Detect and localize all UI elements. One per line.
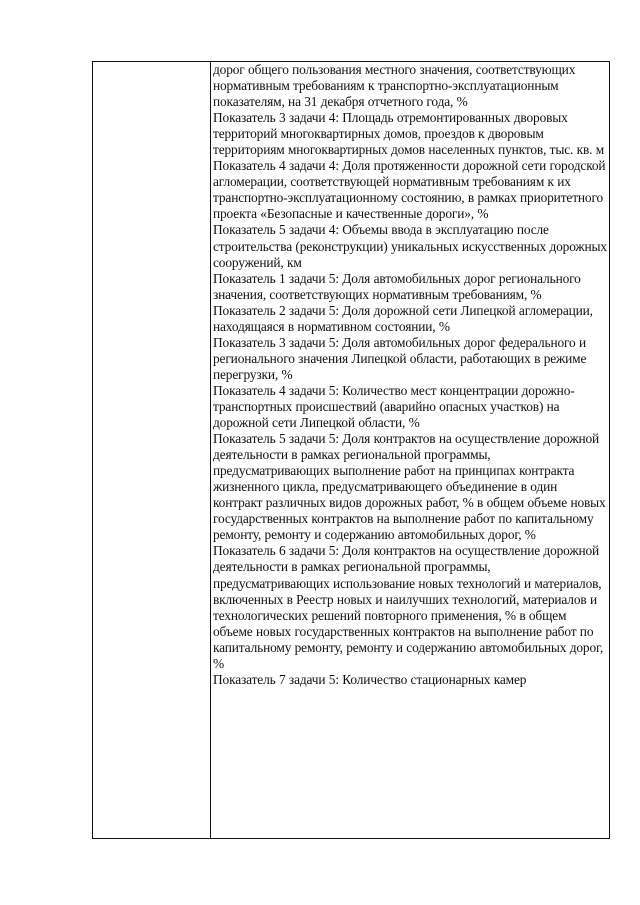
indicators-cell	[211, 62, 609, 838]
indicator-paragraph: Показатель 2 задачи 5: Доля дорожной сети Липецкой агломерации, находящаяся в нормативном состоянии, %	[213, 302, 593, 334]
indicator-paragraph: Показатель 5 задачи 5: Доля контрактов на осуществление дорожной деятельности в рамках региональной программы, предусматривающих выполнение работ на принципах контракта жизненного цикла, предусматривающего объединение в один контракт различных видов дорожных работ, % в общем объеме новых государственных контрактов на выполнение работ по капитальному ремонту, ремонту и содержанию автомобильных дорог, %	[213, 431, 606, 543]
indicator-paragraph-continuation: дорог общего пользования местного значения, соответствующих нормативным требованиям к транспортно-эксплуатационным показателям, на 31 декабря отчетного года, %	[213, 62, 576, 110]
indicator-paragraph: Показатель 4 задачи 5: Количество мест концентрации дорожно-транспортных происшествий (аварийно опасных участков) на дорожной сети Липецкой области, %	[213, 382, 575, 431]
indicator-table	[92, 61, 610, 839]
indicator-paragraph: Показатель 6 задачи 5: Доля контрактов на осуществление дорожной деятельности в рамках региональной программы, предусматривающих использование новых технологий и материалов, включенных в Реестр новых и наилучших технологий, материалов и технологических решений повторного применения, % в общем объеме новых государственных контрактов на выполнение работ по капитальному ремонту, ремонту и содержанию автомобильных дорог, %	[213, 543, 604, 671]
indicator-paragraph: Показатель 5 задачи 4: Объемы ввода в эксплуатацию после строительства (реконструкции) уникальных искусственных дорожных сооружений, км	[213, 222, 607, 270]
indicator-paragraph: Показатель 3 задачи 5: Доля автомобильных дорог федерального и регионального значения Липецкой области, работающих в режиме перегрузки, %	[213, 334, 587, 382]
indicator-paragraph: Показатель 4 задачи 4: Доля протяженности дорожной сети городской агломерации, соответствующей нормативным требованиям к их транспортно-эксплуатационному состоянию, в рамках приоритетного проекта «Безопасные и качественные дороги», %	[213, 158, 606, 222]
indicator-paragraph: Показатель 1 задачи 5: Доля автомобильных дорог регионального значения, соответствующих нормативным требованиям, %	[213, 270, 581, 302]
left-empty-cell	[93, 62, 211, 838]
indicator-paragraph: Показатель 3 задачи 4: Площадь отремонтированных дворовых территорий многоквартирных домов, проездов к дворовым территориям многоквартирных домов населенных пунктов, тыс. кв. м	[213, 110, 605, 158]
indicator-paragraph: Показатель 7 задачи 5: Количество стационарных камер	[213, 671, 527, 687]
